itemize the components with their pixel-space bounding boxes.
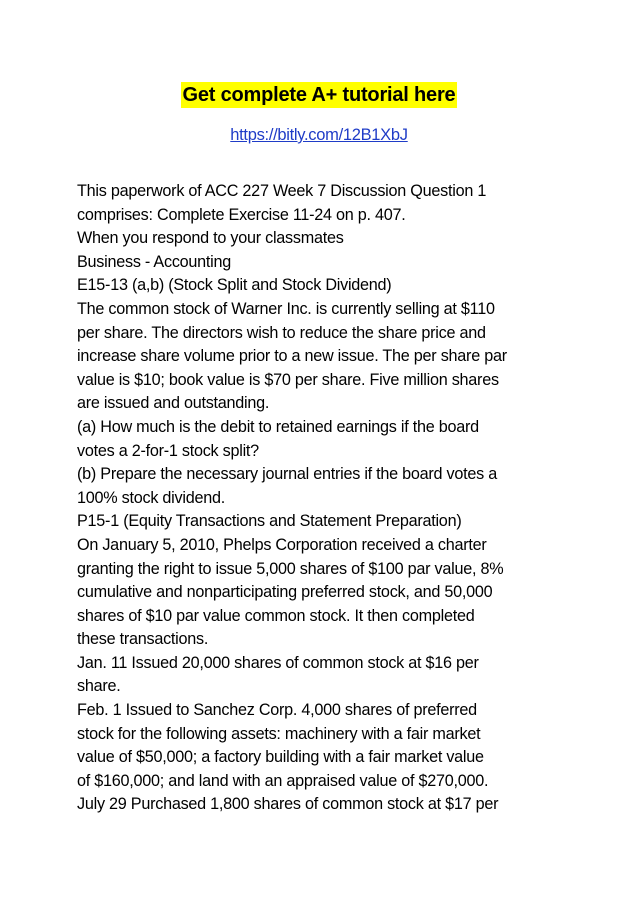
body-line: these transactions. xyxy=(77,630,209,649)
body-line: stock for the following assets: machinery with a fair market xyxy=(77,724,481,743)
body-line: are issued and outstanding. xyxy=(77,394,270,413)
body-line: P15-1 (Equity Transactions and Statement Preparation) xyxy=(77,512,462,531)
body-line: granting the right to issue 5,000 shares of $100 par value, 8% xyxy=(77,559,504,578)
body-line: per share. The directors wish to reduce the share price and xyxy=(77,323,486,342)
body-line: July 29 Purchased 1,800 shares of common stock at $17 per xyxy=(77,795,499,814)
body-line: 100% stock dividend. xyxy=(77,488,225,507)
body-line: E15-13 (a,b) (Stock Split and Stock Dividend) xyxy=(77,276,392,295)
body-line: share. xyxy=(77,677,121,696)
body-line: value is $10; book value is $70 per share. Five million shares xyxy=(77,370,499,389)
body-line: value of $50,000; a factory building with a fair market value xyxy=(77,748,484,767)
body-line: increase share volume prior to a new issue. The per share par xyxy=(77,347,507,366)
body-line: shares of $10 par value common stock. It then completed xyxy=(77,606,475,625)
body-line: votes a 2-for-1 stock split? xyxy=(77,441,259,460)
body-line: comprises: Complete Exercise 11-24 on p. 407. xyxy=(77,205,406,224)
page-title xyxy=(0,82,638,110)
document-body xyxy=(77,180,597,817)
tutorial-link[interactable]: https://bitly.com/12B1XbJ xyxy=(230,126,408,144)
body-line: (b) Prepare the necessary journal entries if the board votes a xyxy=(77,465,497,484)
body-line: This paperwork of ACC 227 Week 7 Discussion Question 1 xyxy=(77,182,487,200)
body-line: The common stock of Warner Inc. is currently selling at $110 xyxy=(77,299,495,318)
page-title-text: Get complete A+ tutorial here xyxy=(182,84,456,106)
body-line: cumulative and nonparticipating preferred stock, and 50,000 xyxy=(77,583,493,602)
body-line: (a) How much is the debit to retained earnings if the board xyxy=(77,417,479,436)
body-line: of $160,000; and land with an appraised value of $270,000. xyxy=(77,771,489,790)
body-line: Feb. 1 Issued to Sanchez Corp. 4,000 shares of preferred xyxy=(77,701,477,720)
body-line: On January 5, 2010, Phelps Corporation received a charter xyxy=(77,535,487,554)
body-line: When you respond to your classmates xyxy=(77,229,344,248)
body-line: Business - Accounting xyxy=(77,252,232,271)
body-line: Jan. 11 Issued 20,000 shares of common stock at $16 per xyxy=(77,653,479,672)
